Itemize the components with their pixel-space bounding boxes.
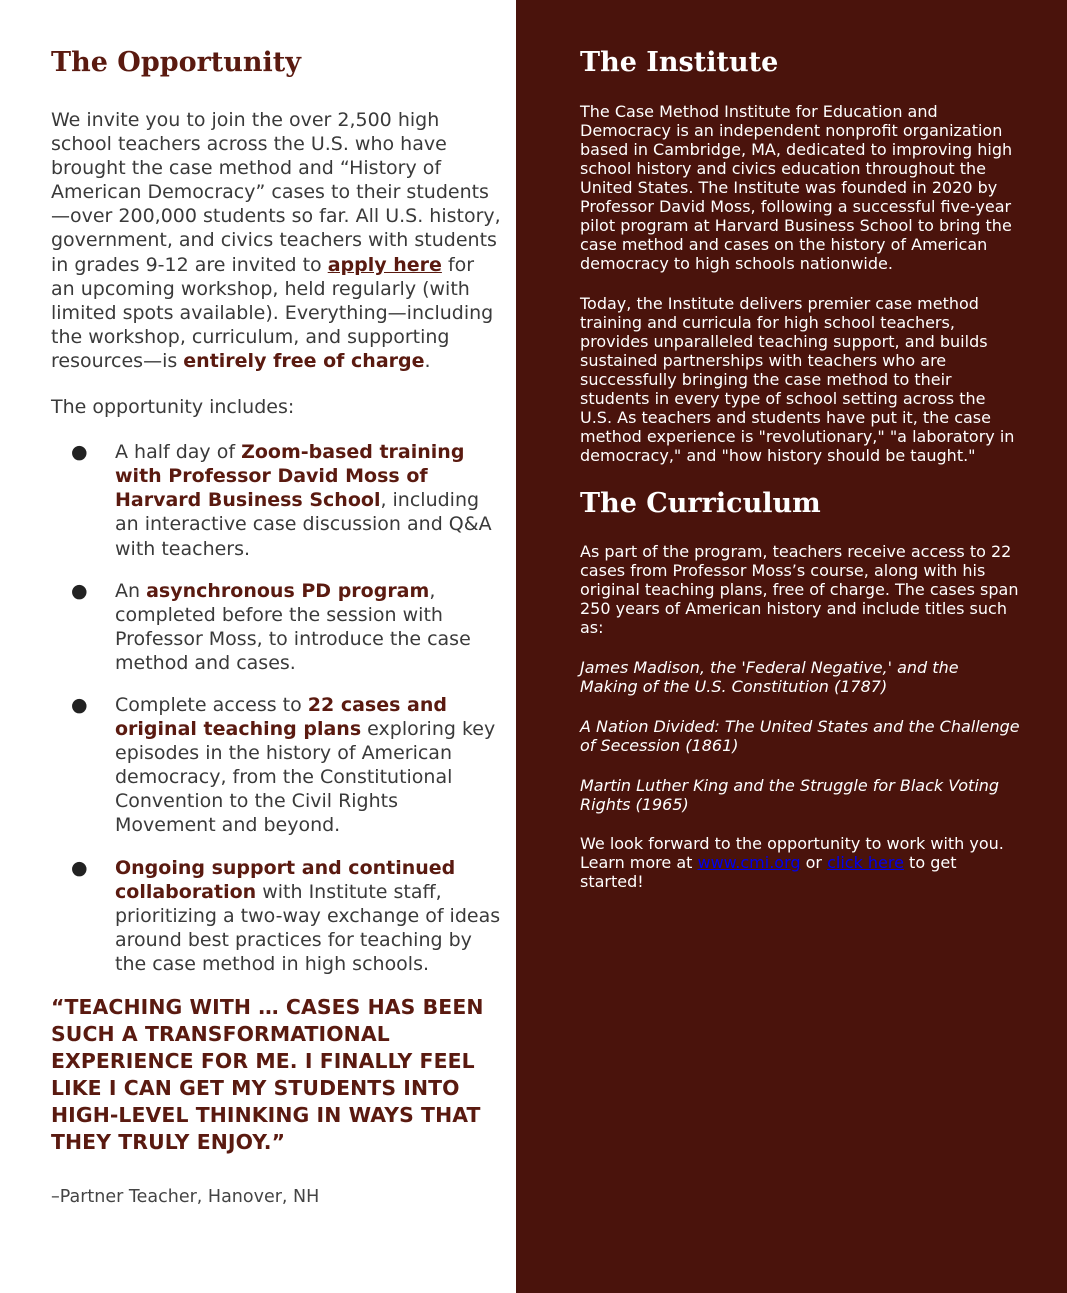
- bullet-icon: ●: [71, 441, 88, 464]
- includes-list: [51, 440, 503, 976]
- institute-paragraph-2: Today, the Institute delivers premier case method training and curricula for high school teachers, provides unparalleled teaching support, and builds sustained partnerships with teachers who are successfully bringing the case method to their students in every type of school setting across the U.S. As teachers and students have put it, the case method experience is "revolutionary," "a laboratory in democracy," and "how history should be taught.": [580, 294, 1015, 465]
- bullet-icon: ●: [71, 579, 88, 602]
- case-title: James Madison, the 'Federal Negative,' and the Making of the U.S. Constitution (1787): [580, 658, 959, 696]
- institute-section: [580, 44, 1020, 891]
- intro-text-3: .: [424, 349, 431, 372]
- bullet-icon: ●: [71, 693, 88, 716]
- bullet-highlight: Zoom-based training with Professor David Moss of Harvard Business School: [115, 441, 465, 512]
- opportunity-section: [51, 44, 503, 1208]
- case-title: A Nation Divided: The United States and the Challenge of Secession (1861): [580, 717, 1020, 755]
- quote-attribution: –Partner Teacher, Hanover, NH: [51, 1187, 320, 1207]
- institute-paragraph-1: The Case Method Institute for Education and Democracy is an independent nonprofit organization based in Cambridge, MA, dedicated to improving high school history and civics education throughout the United States. The Institute was founded in 2020 by Professor David Moss, following a successful five-year pilot program at Harvard Business School to bring the case method and cases on the history of American democracy to high schools nationwide.: [580, 102, 1013, 273]
- opportunity-heading: The Opportunity: [51, 47, 301, 78]
- free-of-charge-text: entirely free of charge: [183, 349, 425, 372]
- list-item: ● Complete access to 22 cases and original teaching plans exploring key episodes in the history of American democracy, from the Constitutional Convention to the Civil Rights Movement and beyond.: [71, 693, 496, 837]
- cmi-website-link[interactable]: www.cmi.org: [697, 853, 801, 872]
- bullet-highlight: Ongoing support and continued collaboration: [115, 856, 456, 903]
- teacher-quote: “TEACHING WITH … CASES HAS BEEN SUCH A TRANSFORMATIONAL EXPERIENCE FOR ME. I FINALLY FEEL LIKE I CAN GET MY STUDENTS INTO HIGH-LEVEL THINKING IN WAYS THAT THEY TRULY ENJOY.”: [51, 995, 484, 1154]
- click-here-link[interactable]: click here: [827, 853, 904, 872]
- bullet-highlight: 22 cases and original teaching plans: [115, 693, 448, 741]
- bullet-highlight: asynchronous PD program: [146, 579, 430, 602]
- apply-here-link[interactable]: apply here: [327, 253, 442, 276]
- includes-label: The opportunity includes:: [51, 396, 295, 419]
- list-item: ● A half day of Zoom-based training with Professor David Moss of Harvard Business School, including an interactive case discussion and Q&A with teachers.: [71, 441, 492, 560]
- list-item: ● Ongoing support and continued collaboration with Institute staff, prioritizing a two-way exchange of ideas around best practices for teaching by the case method in high schools.: [71, 856, 501, 975]
- bullet-icon: ●: [71, 856, 88, 879]
- intro-text-1: We invite you to join the over 2,500 high school teachers across the U.S. who have brought the case method and “History of American Democracy” cases to their students—over 200,000 students so far. All U.S. history, government, and civics teachers with students in grades 9-12 are invited to: [51, 109, 501, 276]
- institute-heading: The Institute: [580, 47, 779, 78]
- closing-text: We look forward to the opportunity to work with you. Learn more at www.cmi.org or click here to get started!: [580, 834, 1004, 891]
- intro-text-2: for an upcoming workshop, held regularly (with limited spots available). Everything—including the workshop, curriculum, and supporting resources—is: [51, 253, 494, 372]
- curriculum-heading: The Curriculum: [580, 488, 821, 519]
- case-title: Martin Luther King and the Struggle for Black Voting Rights (1965): [580, 776, 1000, 814]
- curriculum-intro: As part of the program, teachers receive access to 22 cases from Professor Moss’s course, along with his original teaching plans, free of charge. The cases span 250 years of American history and include titles such as:: [580, 542, 1019, 637]
- opportunity-intro: [51, 108, 503, 373]
- list-item: ● An asynchronous PD program, completed before the session with Professor Moss, to introduce the case method and cases.: [71, 579, 471, 674]
